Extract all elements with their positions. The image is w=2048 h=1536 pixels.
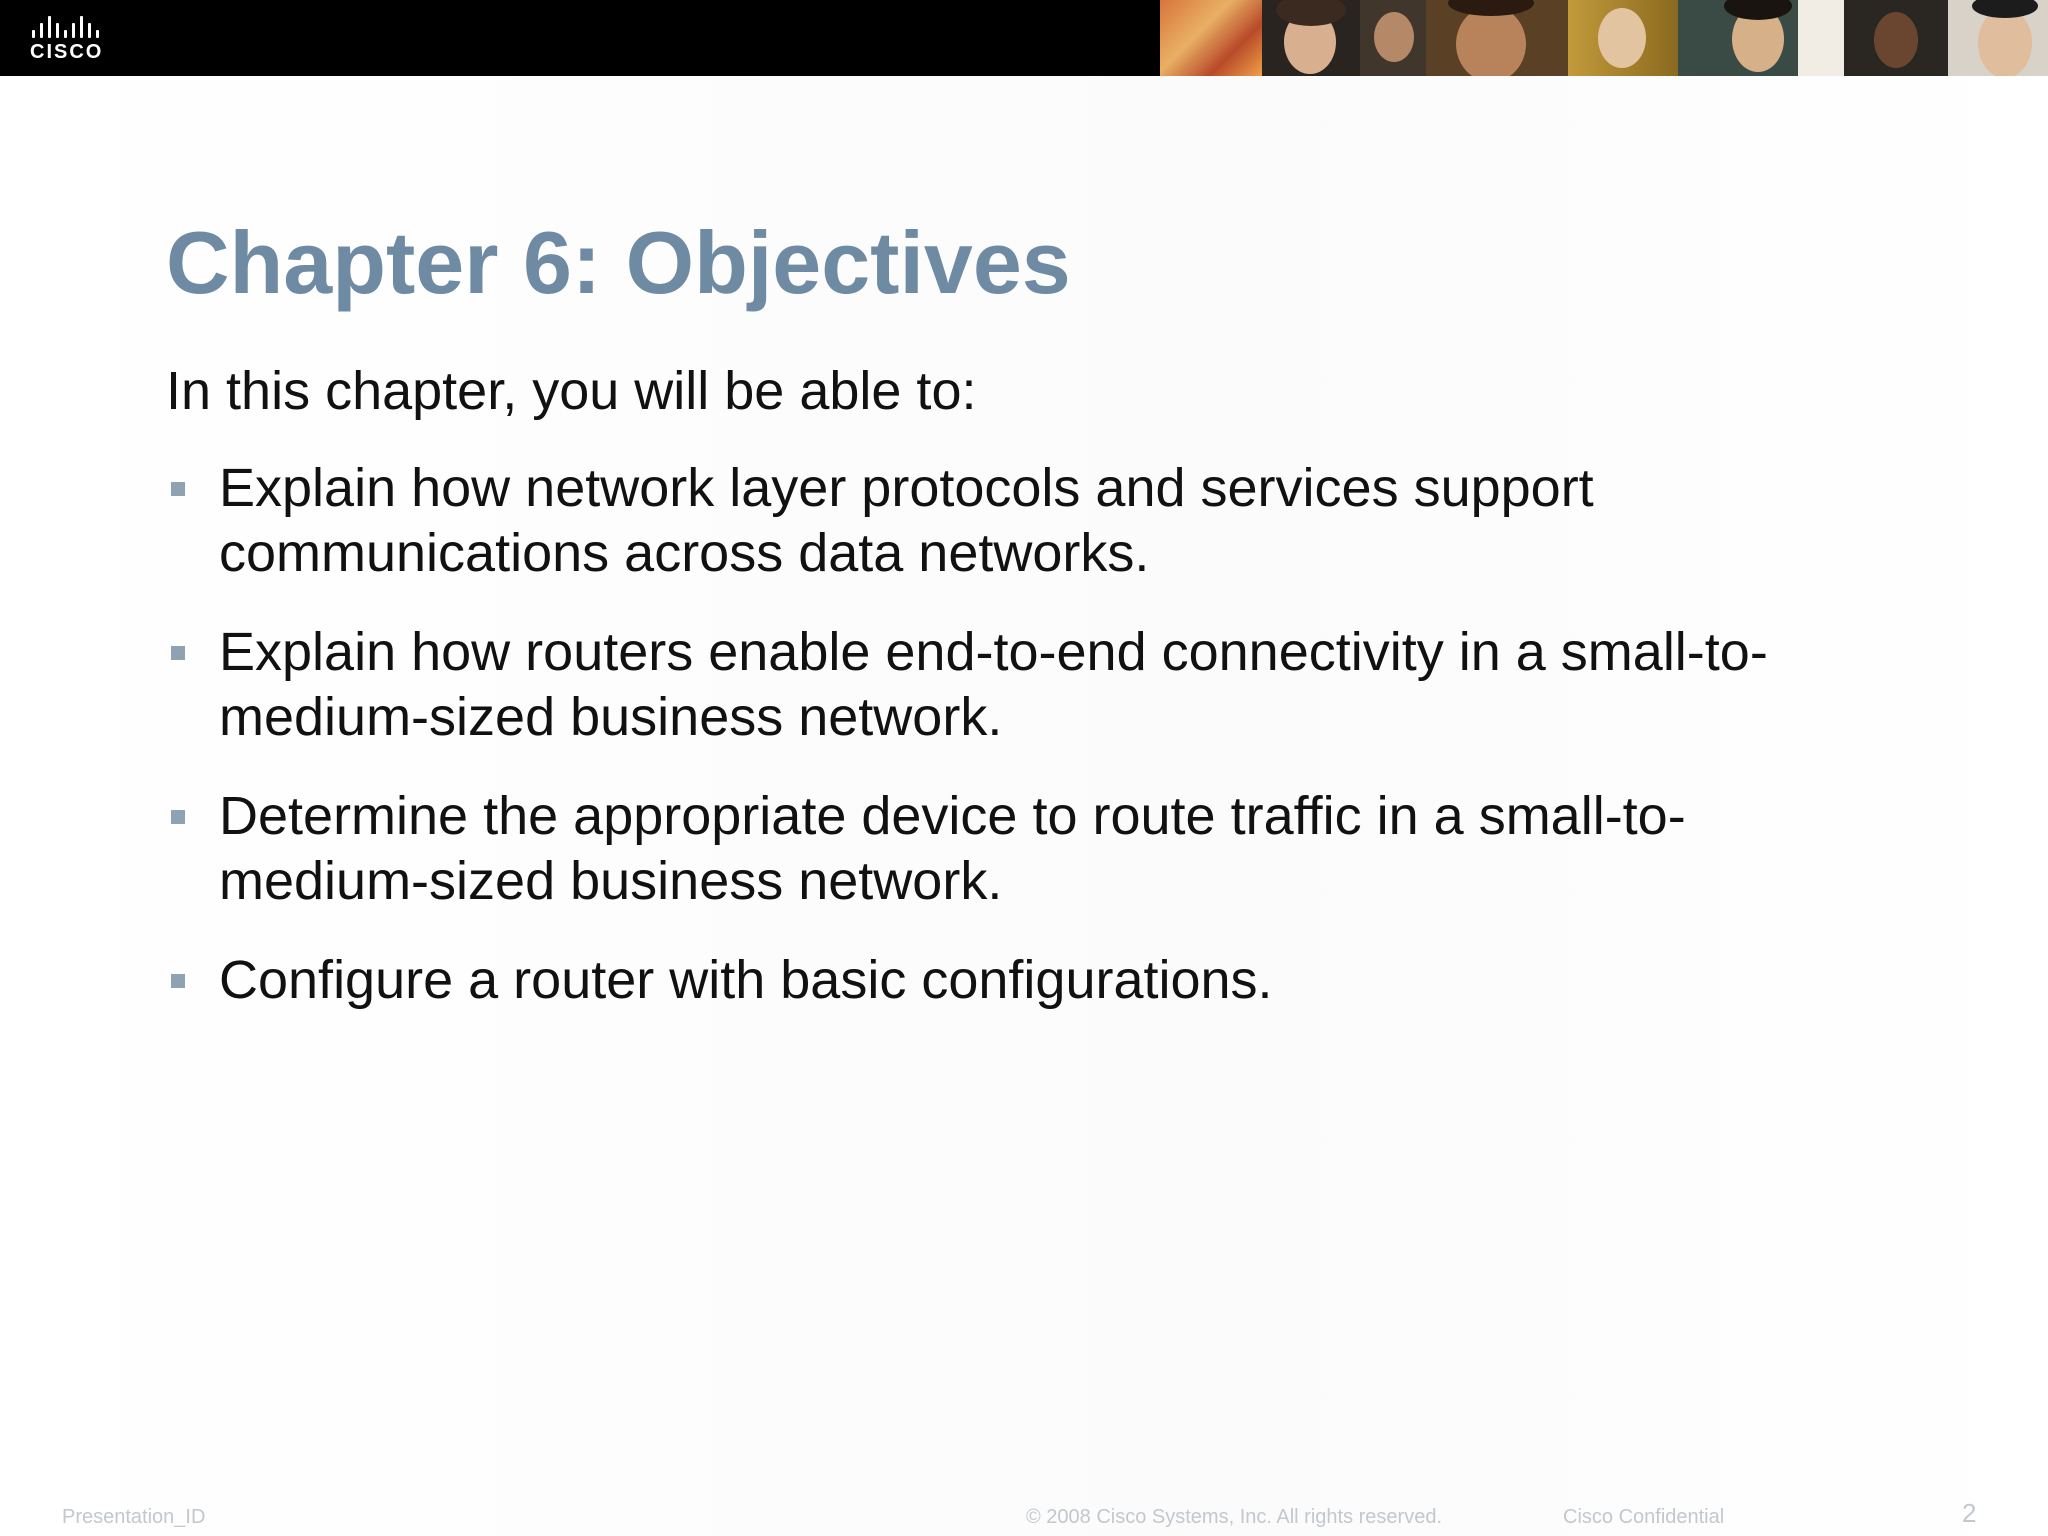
objectives-list [166,456,1926,1047]
objective-item [166,948,1926,1013]
footer-confidential: Cisco Confidential [1563,1506,1725,1528]
square-bullet-icon [171,646,185,660]
slide-intro: In this chapter, you will be able to: [166,361,977,421]
header-photo [1844,0,1948,76]
header-photo [1948,0,2048,76]
header-photo [1568,0,1678,76]
square-bullet-icon [171,482,185,496]
slide-title: Chapter 6: Objectives [166,213,1071,312]
objective-line: Configure a router with basic configurations. [219,950,1273,1010]
cisco-logo-bars [30,14,116,38]
objective-line: Explain how network layer protocols and services support [219,458,1594,518]
objective-item [166,620,1926,750]
header-photo [1426,0,1568,76]
header-photo-strip [1160,0,2048,76]
page-number: 2 [1962,1498,1977,1528]
header-photo [1678,0,1798,76]
logo-text: CISCO [30,41,104,63]
header-bar [0,0,2048,76]
square-bullet-icon [171,810,185,824]
objective-line: medium-sized business network. [219,851,1003,911]
objective-line: Determine the appropriate device to route traffic in a small-to- [219,786,1686,846]
header-photo [1262,0,1360,76]
footer-copyright: © 2008 Cisco Systems, Inc. All rights reserved. [1026,1506,1443,1528]
cisco-logo-icon [30,14,116,64]
header-photo [1360,0,1426,76]
header-photo [1798,0,1844,76]
footer-presentation-id: Presentation_ID [62,1506,206,1528]
square-bullet-icon [171,974,185,988]
objective-item [166,456,1926,586]
objective-line: communications across data networks. [219,523,1150,583]
objective-item [166,784,1926,914]
objective-line: medium-sized business network. [219,687,1003,747]
objective-line: Explain how routers enable end-to-end connectivity in a small-to- [219,622,1768,682]
header-photo [1160,0,1262,76]
